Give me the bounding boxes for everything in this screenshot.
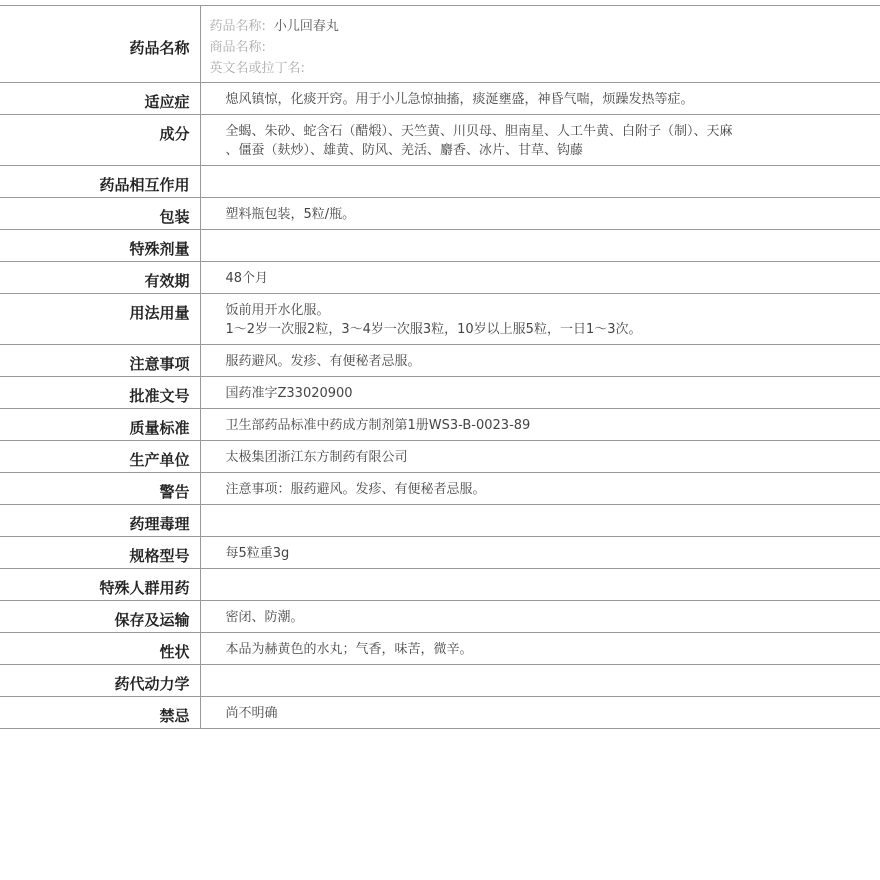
row-value-line: 全蝎、朱砂、蛇含石（醋煅）、天竺黄、川贝母、胆南星、人工牛黄、白附子（制）、天麻 — [225, 124, 733, 139]
row-value — [200, 262, 880, 294]
trade-name-label: 商品名称: — [209, 40, 266, 55]
drug-info-table — [0, 5, 880, 729]
row-value — [200, 633, 880, 665]
row-label: 特殊剂量 — [0, 230, 200, 262]
table-row — [0, 294, 880, 345]
row-value-line: 服药避风。发疹、有便秘者忌服。 — [225, 354, 421, 369]
row-value-line: 注意事项：服药避风。发疹、有便秘者忌服。 — [225, 482, 486, 497]
drug-name-value-cell — [200, 6, 880, 83]
row-label: 药品相互作用 — [0, 166, 200, 198]
table-row — [0, 665, 880, 697]
table-row — [0, 441, 880, 473]
row-label: 保存及运输 — [0, 601, 200, 633]
row-label: 注意事项 — [0, 345, 200, 377]
row-value — [200, 230, 880, 262]
row-value — [200, 198, 880, 230]
row-label: 批准文号 — [0, 377, 200, 409]
row-value-line: 卫生部药品标准中药成方制剂第1册WS3-B-0023-89 — [225, 418, 531, 433]
row-value-line: 太极集团浙江东方制药有限公司 — [225, 450, 408, 465]
row-value-line: 1～2岁一次服2粒，3～4岁一次服3粒，10岁以上服5粒，一日1～3次。 — [225, 322, 642, 337]
row-value — [200, 83, 880, 115]
row-value — [200, 294, 880, 345]
table-row — [0, 115, 880, 166]
table-row — [0, 83, 880, 115]
row-value — [200, 697, 880, 729]
table-row — [0, 569, 880, 601]
row-label: 用法用量 — [0, 294, 200, 345]
row-label: 特殊人群用药 — [0, 569, 200, 601]
row-value-line: 本品为赫黄色的水丸；气香，味苦，微辛。 — [225, 642, 473, 657]
row-value-line: 塑料瓶包装，5粒/瓶。 — [225, 207, 356, 222]
row-value-line: 、僵蚕（麸炒）、雄黄、防风、羌活、麝香、冰片、甘草、钩藤 — [225, 143, 584, 158]
row-value — [200, 409, 880, 441]
row-value-line: 国药准字Z33020900 — [225, 386, 353, 401]
table-row — [0, 601, 880, 633]
generic-name-value: 小儿回春丸 — [273, 19, 339, 34]
table-row — [0, 505, 880, 537]
row-value — [200, 505, 880, 537]
table-row — [0, 166, 880, 198]
row-value-line: 密闭、防潮。 — [225, 610, 304, 625]
row-value — [200, 537, 880, 569]
drug-name-row — [0, 6, 880, 83]
row-value — [200, 473, 880, 505]
row-label: 药理毒理 — [0, 505, 200, 537]
row-value — [200, 377, 880, 409]
row-value — [200, 601, 880, 633]
row-label: 生产单位 — [0, 441, 200, 473]
row-value — [200, 665, 880, 697]
row-value-line: 饭前用开水化服。 — [225, 303, 330, 318]
table-row — [0, 262, 880, 294]
row-label: 成分 — [0, 115, 200, 166]
row-label: 有效期 — [0, 262, 200, 294]
table-row — [0, 409, 880, 441]
table-row — [0, 377, 880, 409]
row-value-line: 48个月 — [225, 271, 269, 286]
row-label: 药代动力学 — [0, 665, 200, 697]
row-value — [200, 115, 880, 166]
english-name-label: 英文名或拉丁名: — [209, 61, 305, 76]
generic-name-line — [210, 16, 880, 37]
row-value — [200, 441, 880, 473]
row-value-line: 尚不明确 — [225, 706, 278, 721]
row-label: 性状 — [0, 633, 200, 665]
row-value — [200, 569, 880, 601]
row-label: 适应症 — [0, 83, 200, 115]
row-value — [200, 166, 880, 198]
row-value-line: 每5粒重3g — [225, 546, 290, 561]
table-row — [0, 697, 880, 729]
table-row — [0, 537, 880, 569]
drug-name-label: 药品名称 — [0, 6, 200, 83]
row-label: 禁忌 — [0, 697, 200, 729]
row-label: 质量标准 — [0, 409, 200, 441]
table-row — [0, 230, 880, 262]
row-value — [200, 345, 880, 377]
generic-name-label: 药品名称: — [209, 19, 266, 34]
table-row — [0, 473, 880, 505]
row-label: 规格型号 — [0, 537, 200, 569]
row-label: 警告 — [0, 473, 200, 505]
table-row — [0, 198, 880, 230]
row-value-line: 熄风镇惊，化痰开窍。用于小儿急惊抽搐，痰涎壅盛，神昏气喘，烦躁发热等症。 — [225, 92, 694, 107]
drug-info-table-body — [0, 6, 880, 729]
table-row — [0, 345, 880, 377]
table-row — [0, 633, 880, 665]
row-label: 包装 — [0, 198, 200, 230]
